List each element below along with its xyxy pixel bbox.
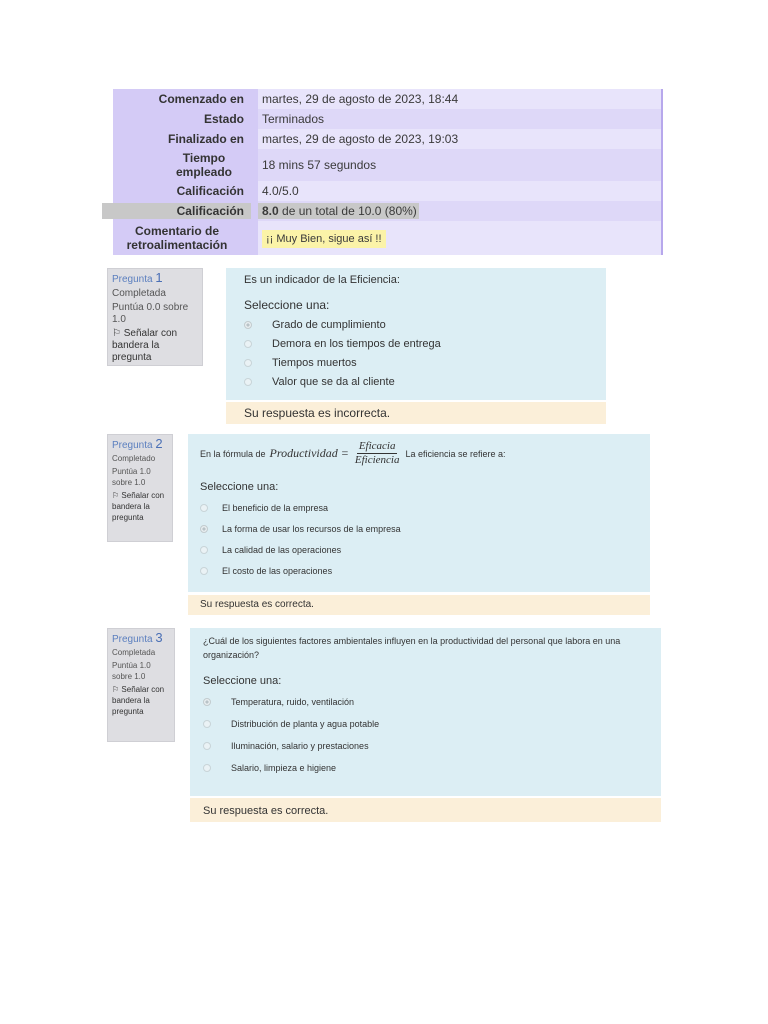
question-3-feedback: Su respuesta es correcta. <box>190 798 661 822</box>
summary-row-time <box>113 149 661 181</box>
radio-button[interactable] <box>203 698 211 706</box>
summary-value: 4.0/5.0 <box>262 184 299 198</box>
answer-option[interactable]: Temperatura, ruido, ventilación <box>203 691 648 713</box>
answer-option[interactable]: Tiempos muertos <box>244 353 588 372</box>
question-prompt: Seleccione una: <box>200 481 279 493</box>
formula-fraction: $\frac{\text{Eficacia}}{\text{Eficiencia}}$ <box>354 440 400 466</box>
flag-question-link[interactable]: ⚐ Señalar con bandera la pregunta <box>112 491 165 522</box>
radio-button[interactable] <box>244 378 252 386</box>
flag-icon: ⚐ <box>112 491 120 500</box>
question-state: Completada <box>112 288 166 299</box>
radio-button[interactable] <box>200 546 208 554</box>
radio-button[interactable] <box>203 742 211 750</box>
summary-row-state <box>113 109 661 129</box>
radio-button[interactable] <box>244 359 252 367</box>
question-3-body <box>190 628 661 796</box>
summary-value: martes, 29 de agosto de 2023, 19:03 <box>262 132 459 146</box>
question-2-body <box>188 434 650 592</box>
question-3-info <box>107 628 175 742</box>
summary-row-finished <box>113 129 661 149</box>
answer-option[interactable]: El costo de las operaciones <box>200 560 638 581</box>
summary-row-score <box>113 181 661 201</box>
question-2-feedback: Su respuesta es correcta. <box>188 595 650 615</box>
answer-option[interactable]: Distribución de planta y agua potable <box>203 713 648 735</box>
question-state: Completado <box>112 454 156 463</box>
question-text: Es un indicador de la Eficiencia: <box>244 274 400 286</box>
question-score: Puntúa 0.0 sobre 1.0 <box>112 302 189 325</box>
question-1-feedback: Su respuesta es incorrecta. <box>226 402 606 424</box>
flag-icon: ⚐ <box>112 328 121 339</box>
grade-rest: de un total de 10.0 (80%) <box>278 204 417 218</box>
radio-button[interactable] <box>244 340 252 348</box>
answer-options <box>244 315 588 391</box>
answer-option[interactable]: Demora en los tiempos de entrega <box>244 334 588 353</box>
question-1-body <box>226 268 606 400</box>
answer-option[interactable]: El beneficio de la empresa <box>200 497 638 518</box>
summary-row-grade <box>113 201 661 221</box>
summary-value: martes, 29 de agosto de 2023, 18:44 <box>262 92 459 106</box>
answer-option[interactable]: Iluminación, salario y prestaciones <box>203 735 648 757</box>
question-2-info <box>107 434 173 542</box>
answer-option[interactable]: Valor que se da al cliente <box>244 372 588 391</box>
summary-label: Estado <box>203 112 244 126</box>
answer-option[interactable]: Grado de cumplimiento <box>244 315 588 334</box>
answer-option[interactable]: La forma de usar los recursos de la empresa <box>200 518 638 539</box>
flag-question-link[interactable]: ⚐ Señalar con bandera la pregunta <box>112 328 178 363</box>
summary-label: Comenzado en <box>158 92 244 106</box>
question-state: Completada <box>112 648 156 657</box>
radio-button[interactable] <box>200 504 208 512</box>
question-prompt: Seleccione una: <box>203 675 282 687</box>
answer-options <box>200 497 638 581</box>
summary-label: Finalizado en <box>167 132 244 146</box>
summary-label: Comentario de retroalimentación <box>126 224 228 252</box>
summary-feedback-value: ¡¡ Muy Bien, sigue así !! <box>262 230 386 248</box>
summary-value: Terminados <box>262 112 325 126</box>
summary-label: Calificación <box>102 203 251 219</box>
question-number: Pregunta 3 <box>112 630 163 645</box>
question-text: ¿Cuál de los siguientes factores ambientales influyen en la productividad del personal que labora en una organización? <box>203 636 621 660</box>
summary-row-feedback <box>113 221 661 255</box>
summary-value: 18 mins 57 segundos <box>262 158 377 172</box>
attempt-summary-table <box>113 89 663 255</box>
answer-option[interactable]: Salario, limpieza e higiene <box>203 757 648 779</box>
radio-button[interactable] <box>244 321 252 329</box>
summary-label: Tiempo empleado <box>175 151 232 179</box>
question-score: Puntúa 1.0 sobre 1.0 <box>112 467 151 487</box>
answer-option[interactable]: La calidad de las operaciones <box>200 539 638 560</box>
radio-button[interactable] <box>203 720 211 728</box>
radio-button[interactable] <box>200 525 208 533</box>
question-prompt: Seleccione una: <box>244 298 330 312</box>
flag-icon: ⚐ <box>112 685 120 694</box>
radio-button[interactable] <box>203 764 211 772</box>
answer-options <box>203 691 648 779</box>
summary-grade-value <box>258 203 419 219</box>
question-1-info <box>107 268 203 366</box>
grade-bold: 8.0 <box>262 204 279 218</box>
summary-label: Calificación <box>176 184 244 198</box>
question-text: En la fórmula de Productividad = $\frac{\text{Eficacia}}{\text{Eficiencia}}$ La eficiencia se refiere a: <box>200 440 506 466</box>
question-number: Pregunta 2 <box>112 436 163 451</box>
question-score: Puntúa 1.0 sobre 1.0 <box>112 661 151 681</box>
question-number: Pregunta 1 <box>112 270 163 285</box>
summary-row-started <box>113 89 661 109</box>
flag-question-link[interactable]: ⚐ Señalar con bandera la pregunta <box>112 685 165 716</box>
formula-lhs: Productividad = <box>269 446 349 460</box>
radio-button[interactable] <box>200 567 208 575</box>
